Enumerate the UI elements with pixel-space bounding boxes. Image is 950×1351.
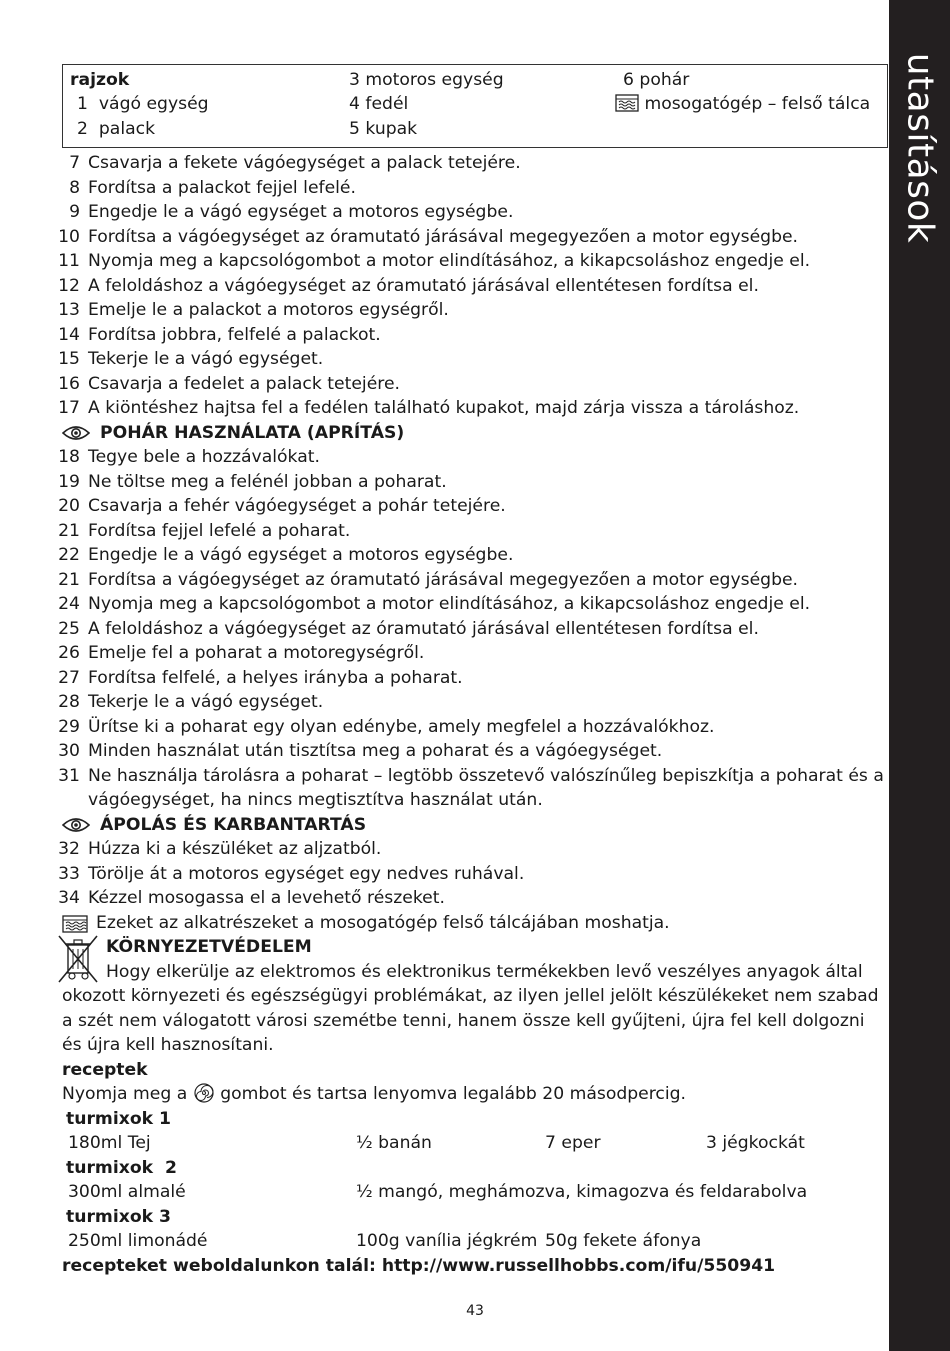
section-env-heading: KÖRNYEZETVÉDELEM xyxy=(106,937,312,957)
smoothie-3-name: turmixok 3 xyxy=(66,1206,171,1227)
smoothie-1-name: turmixok 1 xyxy=(66,1108,171,1129)
side-tab-label-wrap xyxy=(889,0,950,250)
step-33: 33 Törölje át a motoros egységet egy nedves ruhával. xyxy=(58,863,525,884)
step-7: 7 Csavarja a fekete vágóegységet a palack tetejére. xyxy=(69,153,521,173)
step-32: 32 Húzza ki a készüléket az aljzatból. xyxy=(58,839,382,859)
step-34: 34 Kézzel mosogassa el a levehető részeket. xyxy=(58,888,445,908)
part-3: 3 motoros egység xyxy=(349,70,504,90)
step-21: 21 Fordítsa fejjel lefelé a poharat. xyxy=(58,520,351,541)
steps-cup xyxy=(58,445,888,813)
page-number: 43 xyxy=(466,1303,484,1319)
step-27: 27 Fordítsa felfelé, a helyes irányba a poharat. xyxy=(58,667,463,688)
step-26: 26 Emelje fel a poharat a motoregységről. xyxy=(58,643,425,663)
step-9: 9 Engedje le a vágó egységet a motoros egységbe. xyxy=(69,202,514,222)
step-30: 30 Minden használat után tisztítsa meg a poharat és a vágóegységet. xyxy=(58,741,663,761)
step-10: 10 Fordítsa a vágóegységet az óramutató járásával megegyezően a motor egységbe. xyxy=(58,226,799,247)
dishwasher-icon xyxy=(615,94,639,112)
step-28: 28 Tekerje le a vágó egységet. xyxy=(58,692,324,712)
step-24: 24 Nyomja meg a kapcsológombot a motor elindításához, a kikapcsoláshoz engedje el. xyxy=(58,594,811,614)
step-13: 13 Emelje le a palackot a motoros egységről. xyxy=(58,300,449,320)
part-6: 6 pohár xyxy=(623,70,690,90)
smoothie-1-row: 180ml Tej ½ banán 7 eper 3 jégkockát xyxy=(68,1133,805,1153)
smoothie-2-row: 300ml almalé ½ mangó, meghámozva, kimagozva és feldarabolva xyxy=(68,1182,808,1202)
steps-care xyxy=(58,837,888,935)
parts-dishwasher: mosogatógép – felső tálca xyxy=(615,92,870,117)
step-18: 18 Tegye bele a hozzávalókat. xyxy=(58,447,320,467)
env-text-first: Hogy elkerülje az elektromos és elektronikus termékekben levő veszélyes anyagok által xyxy=(106,961,863,982)
part-4: 4 fedél xyxy=(349,94,409,114)
env-text-rest: okozott környezeti és egészségügyi problémákat, az ilyen jellel jelölt készülékeket nem szabad a szét nem válogatott városi szemétbe tenni, hanem össze kell gyűjteni, újra fel kell dolgozni és újra kell hasznosítani. xyxy=(62,986,879,1055)
step-17: 17 A kiöntéshez hajtsa fel a fedélen található kupakot, majd zárja vissza a tároláshoz. xyxy=(58,398,800,418)
part-5: 5 kupak xyxy=(349,119,418,139)
step-19: 19 Ne töltse meg a felénél jobban a poharat. xyxy=(58,471,447,492)
eye-icon xyxy=(62,817,90,833)
steps-bottle xyxy=(58,151,888,421)
step-25: 25 A feloldáshoz a vágóegységet az óramutató járásával ellentétesen fordítsa el. xyxy=(58,618,759,639)
step-29: 29 Ürítse ki a poharat egy olyan edénybe, amely megfelel a hozzávalókhoz. xyxy=(58,716,715,737)
step-8: 8 Fordítsa a palackot fejjel lefelé. xyxy=(69,177,356,198)
recipes-footer: recepteket weboldalunkon talál: http://www.russellhobbs.com/ifu/550941 xyxy=(62,1255,776,1276)
step-22: 22 Engedje le a vágó egységet a motoros egységbe. xyxy=(58,545,514,565)
recipes-title: receptek xyxy=(62,1059,148,1080)
step-12: 12 A feloldáshoz a vágóegységet az óramutató járásával ellentétesen fordítsa el. xyxy=(58,275,759,296)
dishwasher-icon xyxy=(62,915,88,933)
section-care-heading: ÁPOLÁS ÉS KARBANTARTÁS xyxy=(62,813,888,838)
environment-section xyxy=(62,935,888,1058)
step-31: 31 Ne használja tárolásra a poharat – legtöbb összetevő valószínűleg bepiszkítja a poharat és a vágóegységet, ha nincs megtisztítva használat után. xyxy=(58,765,884,810)
step-20: 20 Csavarja a fehér vágóegységet a pohár tetejére. xyxy=(58,496,506,516)
recipes-intro: Nyomja meg a gombot és tartsa lenyomva legalább 20 másodpercig. xyxy=(62,1084,687,1104)
page-content xyxy=(58,64,888,1278)
smoothies xyxy=(62,1107,888,1254)
side-tab-label: utasítások xyxy=(899,52,940,244)
step-14: 14 Fordítsa jobbra, felfelé a palackot. xyxy=(58,324,381,345)
step-16: 16 Csavarja a fedelet a palack tetejére. xyxy=(58,373,401,394)
step-21b: 21 Fordítsa a vágóegységet az óramutató járásával megegyezően a motor egységbe. xyxy=(58,569,799,590)
pulse-button-icon xyxy=(193,1083,215,1103)
section-cup-heading: POHÁR HASZNÁLATA (APRÍTÁS) xyxy=(62,421,888,446)
step-15: 15 Tekerje le a vágó egységet. xyxy=(58,349,324,369)
care-dishwasher-note: Ezeket az alkatrészeket a mosogatógép felső tálcájában moshatja. xyxy=(62,911,888,936)
step-11: 11 Nyomja meg a kapcsológombot a motor elindításához, a kikapcsoláshoz engedje el. xyxy=(58,251,811,271)
smoothie-2-name: turmixok 2 xyxy=(66,1157,177,1178)
parts-box xyxy=(62,64,888,148)
part-1: 1 vágó egység xyxy=(77,94,209,114)
smoothie-3-row: 250ml limonádé 100g vanília jégkrém 50g fekete áfonya xyxy=(68,1231,702,1251)
part-2: 2 palack xyxy=(77,119,156,139)
parts-title: rajzok xyxy=(70,70,130,90)
eye-icon xyxy=(62,425,90,441)
